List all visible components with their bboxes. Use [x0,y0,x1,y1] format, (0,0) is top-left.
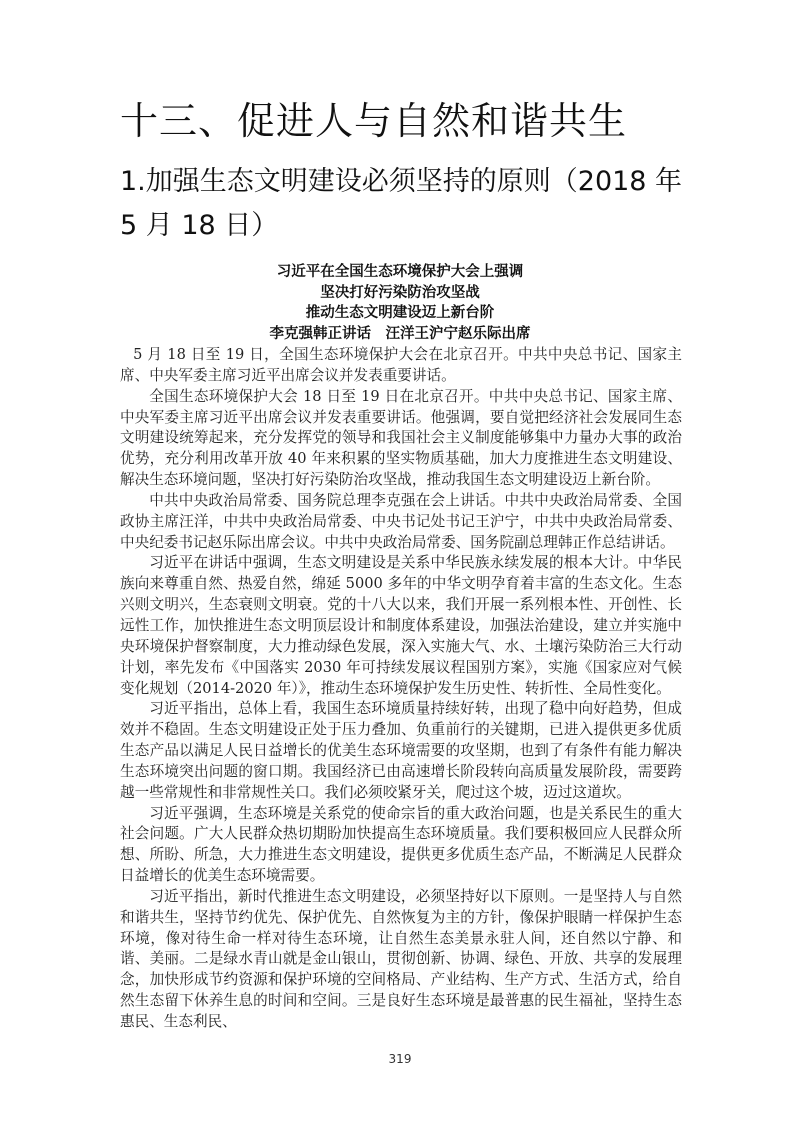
paragraph: 5 月 18 日至 19 日，全国生态环境保护大会在北京召开。中共中央总书记、国家主席、中央军委主席习近平出席会议并发表重要讲话。 [120,346,682,384]
headline-line: 推动生态文明建设迈上新台阶 [305,305,495,321]
news-headline-block [120,262,680,344]
page-number: 319 [388,1052,412,1066]
paragraph: 习近平指出，新时代推进生态文明建设，必须坚持好以下原则。一是坚持人与自然和谐共生，坚持节约优先、保护优先、自然恢复为主的方针，像保护眼睛一样保护生态环境，像对待生命一样对待生态环境，让自然生态美景永驻人间，还自然以宁静、和谐、美丽。二是绿水青山就是金山银山，贯彻创新、协调、绿色、开放、共享的发展理念，加快形成节约资源和保护环境的空间格局、产业结构、生产方式、生活方式，给自然生态留下休养生息的时间和空间。三是良好生态环境是最普惠的民生福祉，坚持生态惠民、生态利民、 [120,887,682,1030]
headline-line: 坚决打好污染防治攻坚战 [320,284,480,301]
section-title: 1.加强生态文明建设必须坚持的原则（2018 年 5 月 18 日） [120,166,683,241]
paragraph: 习近平指出，总体上看，我国生态环境质量持续好转，出现了稳中向好趋势，但成效并不稳固。生态文明建设正处于压力叠加、负重前行的关键期，已进入提供更多优质生态产品以满足人民日益增长的优美生态环境需要的攻坚期，也到了有条件有能力解决生态环境突出问题的窗口期。我国经济已由高速增长阶段转向高质量发展阶段，需要跨越一些常规性和非常规性关口。我们必须咬紧牙关，爬过这个坡，迈过这道坎。 [120,700,682,801]
paragraph: 中共中央政治局常委、国务院总理李克强在会上讲话。中共中央政治局常委、全国政协主席汪洋，中共中央政治局常委、中央书记处书记王沪宁，中共中央政治局常委、中央纪委书记赵乐际出席会议。中共中央政治局常委、国务院副总理韩正作总结讲话。 [120,491,682,551]
headline-line: 李克强韩正讲话 汪洋王沪宁赵乐际出席 [269,325,531,342]
paragraph: 习近平在讲话中强调，生态文明建设是关系中华民族永续发展的根本大计。中华民族向来尊重自然、热爱自然，绵延 5000 多年的中华文明孕育着丰富的生态文化。生态兴则文明兴，生态衰则文明衰。党的十八大以来，我们开展一系列根本性、开创性、长远性工作，加快推进生态文明顶层设计和制度体系建设，加强法治建设，建立并实施中央环境保护督察制度，大力推动绿色发展，深入实施大气、水、土壤污染防治三大行动计划，率先发布《中国落实 2030 年可持续发展议程国别方案》，实施《国家应对气候变化规划（2014-2020 年）》，推动生态环境保护发生历史性、转折性、全局性变化。 [120,554,682,697]
paragraph: 习近平强调，生态环境是关系党的使命宗旨的重大政治问题，也是关系民生的重大社会问题。广大人民群众热切期盼加快提高生态环境质量。我们要积极回应人民群众所想、所盼、所急，大力推进生态文明建设，提供更多优质生态产品，不断满足人民群众日益增长的优美生态环境需要。 [120,804,682,885]
paragraph: 全国生态环境保护大会 18 日至 19 日在北京召开。中共中央总书记、国家主席、中央军委主席习近平出席会议并发表重要讲话。他强调，要自觉把经济社会发展同生态文明建设统筹起来，充分发挥党的领导和我国社会主义制度能够集中力量办大事的政治优势，充分利用改革开放 40 年来积累的坚实物质基础，加大力度推进生态文明建设、解决生态环境问题，坚决打好污染防治攻坚战，推动我国生态文明建设迈上新台阶。 [120,387,682,489]
headline-line: 习近平在全国生态环境保护大会上强调 [276,264,524,280]
article-body [120,345,682,1033]
chapter-title: 十三、促进人与自然和谐共生 [120,99,628,143]
